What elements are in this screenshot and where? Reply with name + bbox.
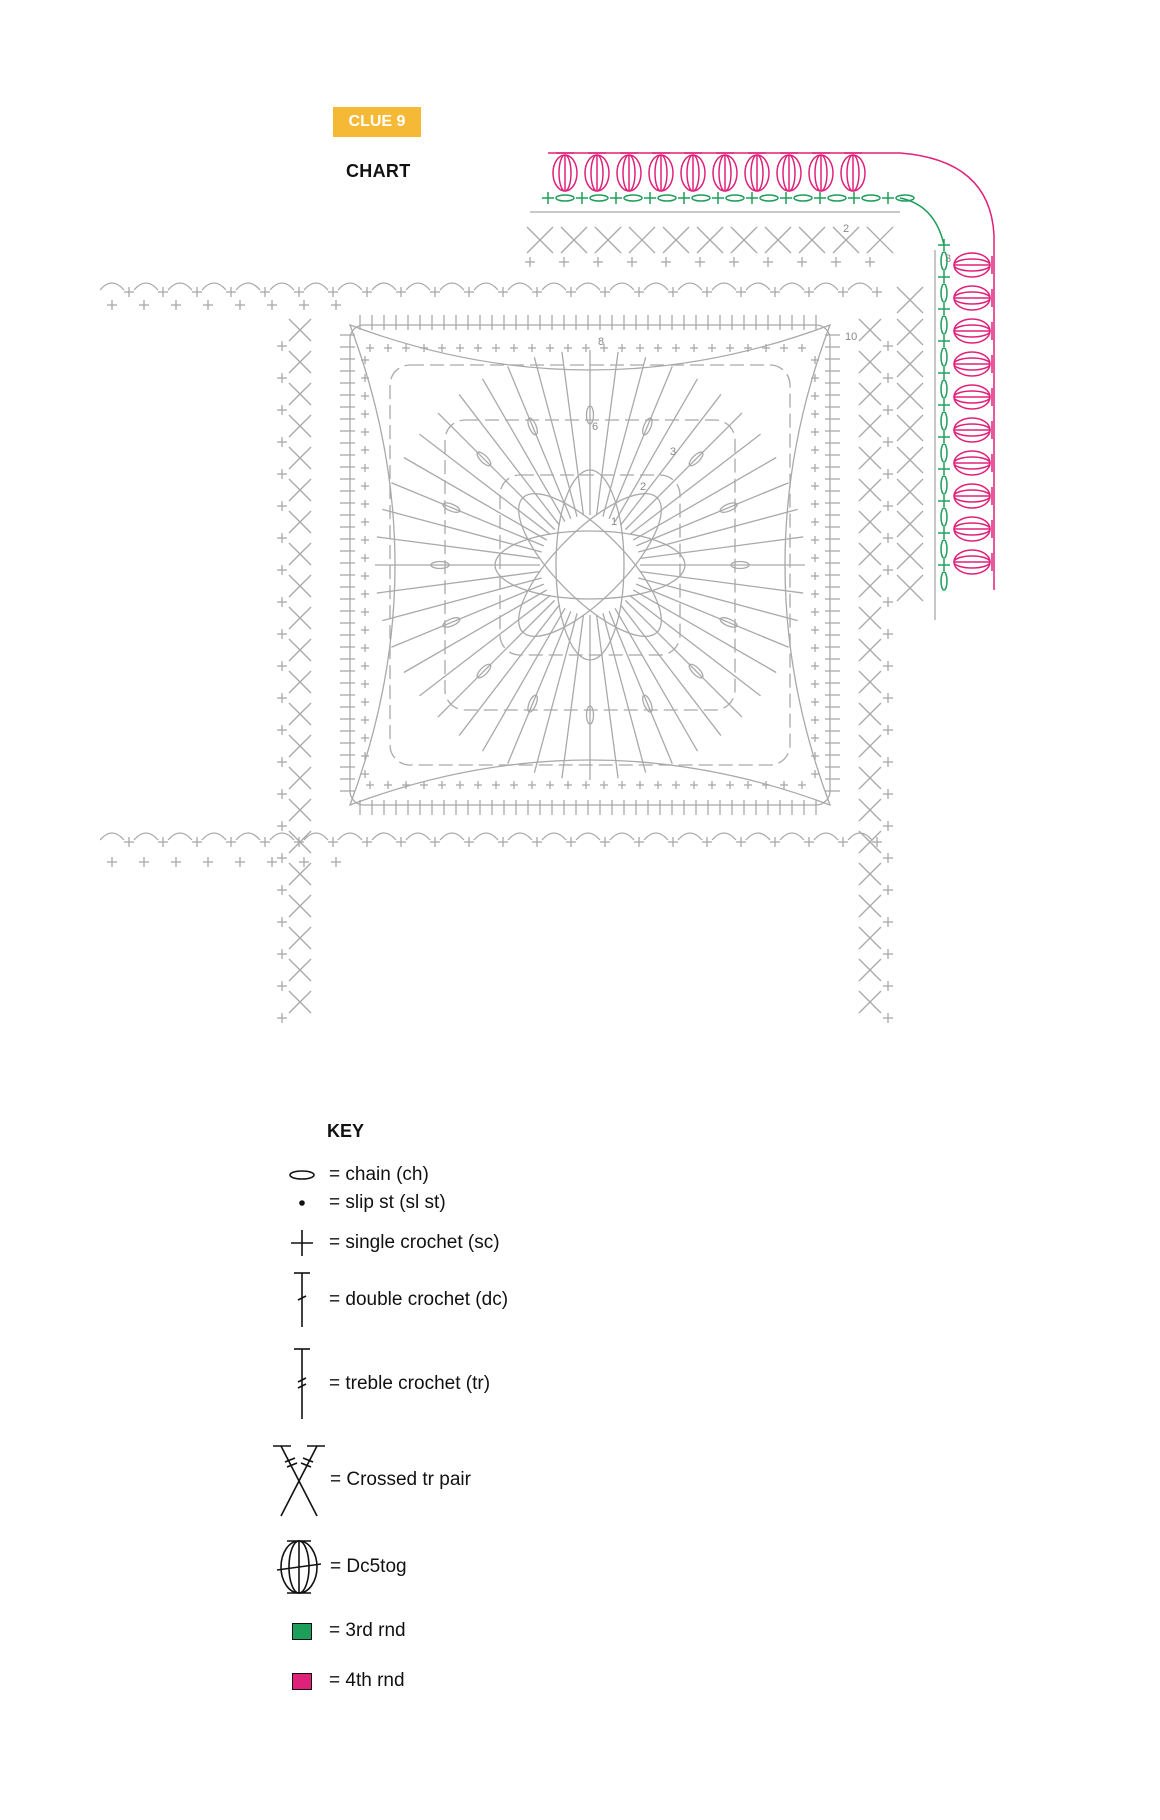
key-item-single-crochet [275,1228,500,1258]
key-label-round-3: = 3rd rnd [329,1620,406,1641]
double-crochet-icon [275,1270,329,1330]
key-label-treble-crochet: = treble crochet (tr) [329,1373,491,1394]
key-item-slip-stitch [275,1192,446,1214]
key-item-dc5tog [268,1537,407,1597]
chain-icon [275,1167,329,1183]
key-item-chain [275,1164,429,1186]
key-label-single-crochet: = single crochet (sc) [329,1232,500,1253]
treble-crochet-icon [275,1346,329,1422]
key-title: KEY [327,1121,365,1141]
round-number-label: 3 [945,253,952,265]
crossed-tr-pair-icon [268,1440,330,1520]
chart-round-labels [592,223,951,528]
key-item-treble-crochet [275,1346,490,1422]
round-number-label: 2 [843,223,850,235]
key-label-double-crochet: = double crochet (dc) [329,1289,509,1310]
single-crochet-icon [275,1228,329,1258]
round-number-label: 10 [845,331,858,343]
key-label-crossed-tr-pair: = Crossed tr pair [330,1469,471,1490]
key-label-chain: = chain (ch) [329,1164,429,1185]
key-item-round-3 [275,1620,406,1642]
chart-heading: CHART [346,161,411,181]
key-item-round-4 [275,1670,405,1692]
slip-stitch-icon [275,1195,329,1211]
round-number-label: 1 [611,516,618,528]
clue-badge: CLUE 9 [333,107,421,137]
dc5tog-icon [268,1537,330,1597]
crochet-chart-diagram [100,150,1020,1050]
key-item-crossed-tr-pair [268,1440,471,1520]
round-number-label: 3 [670,446,677,458]
key-label-round-4: = 4th rnd [329,1670,405,1691]
round-3-swatch [275,1623,329,1640]
key-label-dc5tog: = Dc5tog [330,1556,407,1577]
key-label-slip-stitch: = slip st (sl st) [329,1192,446,1213]
round-number-label: 2 [640,481,647,493]
chart-base-rounds [100,212,935,1023]
round-number-label: 6 [592,421,599,433]
key-item-double-crochet [275,1270,508,1330]
round-number-label: 8 [598,336,605,348]
round-4-swatch [275,1673,329,1690]
